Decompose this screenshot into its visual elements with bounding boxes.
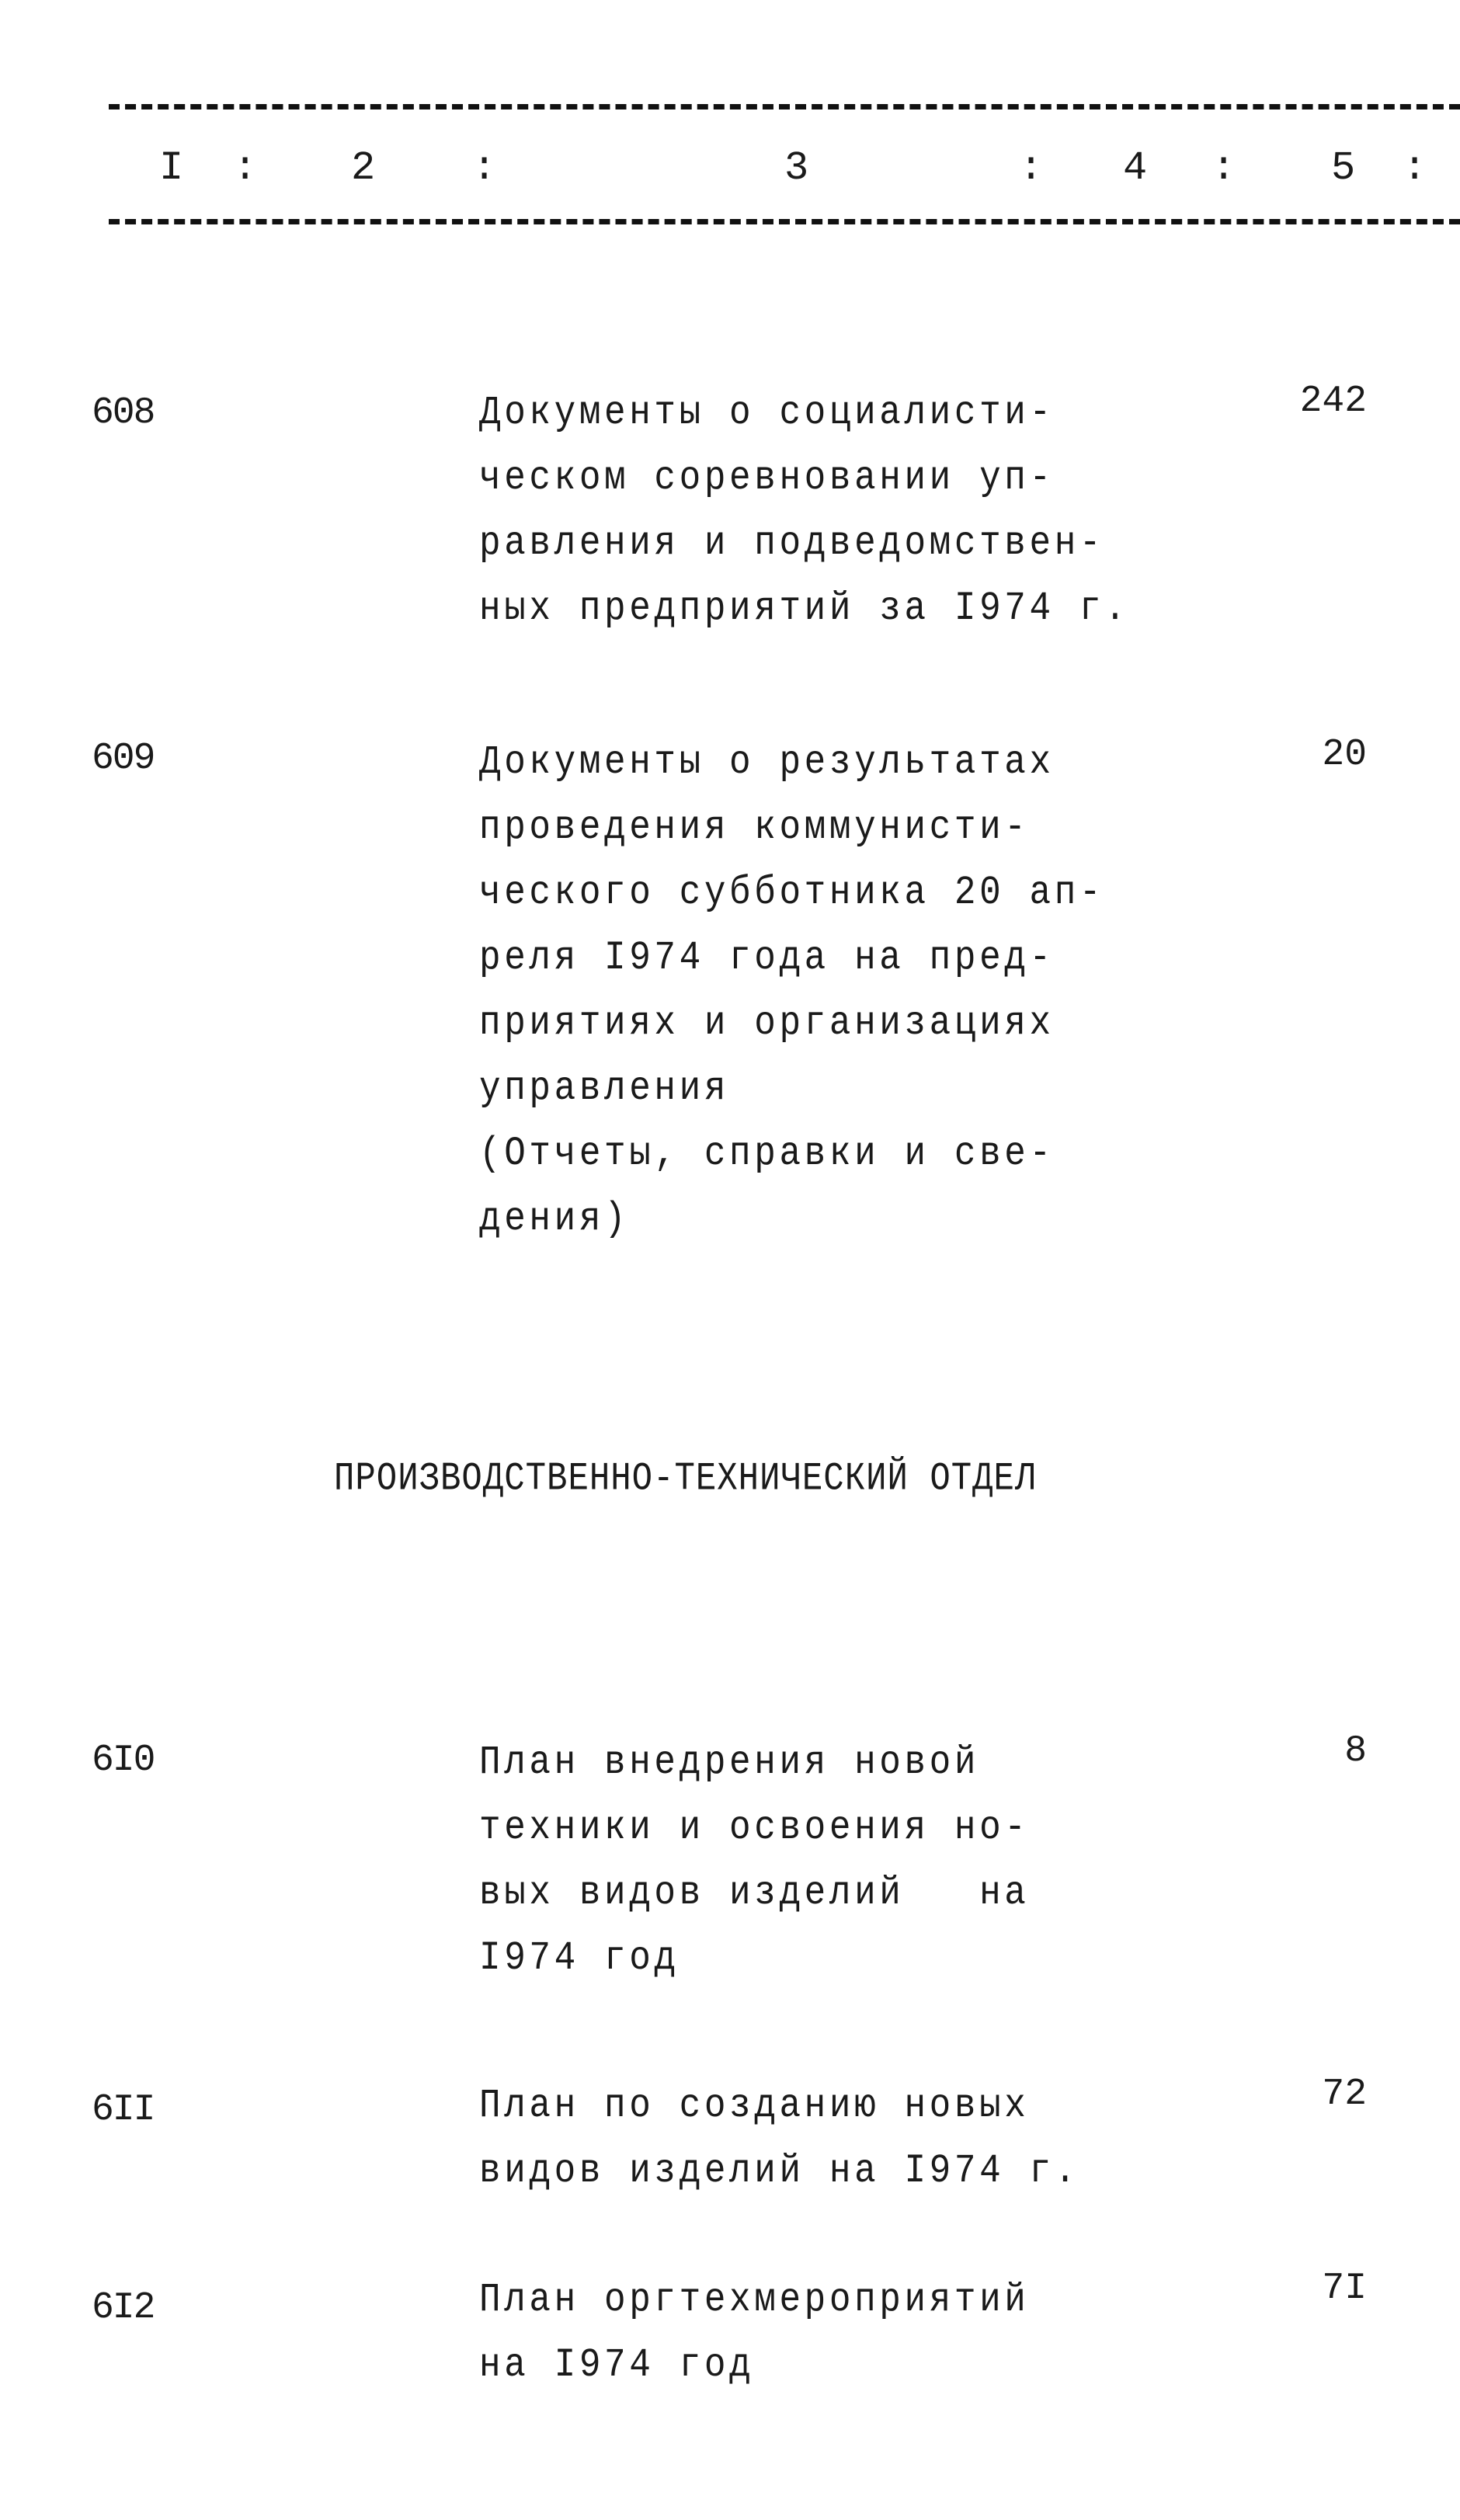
section-title: ПРОИЗВОДСТВЕННО-ТЕХНИЧЕСКИЙ ОТДЕЛ bbox=[334, 1457, 1037, 1502]
entry-number: 6I0 bbox=[92, 1740, 155, 1781]
entry-number: 6II bbox=[92, 2089, 155, 2131]
description-line: ных предприятий за I974 г. bbox=[479, 586, 1130, 631]
column-separator: : bbox=[1403, 145, 1427, 191]
description-line: управления bbox=[479, 1065, 730, 1111]
description-line: видов изделий на I974 г. bbox=[479, 2148, 1079, 2194]
column-header-2: 2 bbox=[351, 145, 376, 191]
description-line: на I974 год bbox=[479, 2342, 755, 2388]
entry-count: 72 bbox=[1322, 2073, 1367, 2115]
entry-description bbox=[479, 381, 1129, 641]
entry-number: 608 bbox=[92, 392, 155, 434]
description-line: Документы о результатах bbox=[479, 739, 1055, 785]
header-bottom-rule bbox=[109, 219, 1460, 224]
entry-count: 8 bbox=[1344, 1730, 1367, 1772]
column-separator: : bbox=[233, 145, 258, 191]
entry-description bbox=[479, 730, 1104, 1252]
column-separator: : bbox=[1019, 145, 1044, 191]
entry-description bbox=[479, 2268, 1030, 2398]
description-line: Документы о социалисти- bbox=[479, 390, 1055, 436]
header-top-rule bbox=[109, 104, 1460, 109]
description-line: I974 год bbox=[479, 1935, 680, 1981]
description-line: (Отчеты, справки и све- bbox=[479, 1131, 1055, 1177]
description-line: техники и освоения но- bbox=[479, 1805, 1030, 1851]
entry-number: 6I2 bbox=[92, 2287, 155, 2329]
column-separator: : bbox=[1211, 145, 1236, 191]
description-line: реля I974 года на пред- bbox=[479, 935, 1055, 981]
entry-description bbox=[479, 1730, 1030, 1991]
description-line: План по созданию новых bbox=[479, 2083, 1030, 2129]
description-line: ческого субботника 20 ап- bbox=[479, 870, 1105, 916]
entry-count: 242 bbox=[1299, 381, 1367, 422]
column-header-3: 3 bbox=[784, 145, 809, 191]
description-line: План оргтехмероприятий bbox=[479, 2277, 1030, 2323]
column-header-1: I bbox=[159, 145, 184, 191]
entry-description bbox=[479, 2073, 1079, 2204]
description-line: равления и подведомствен- bbox=[479, 520, 1105, 566]
column-header-5: 5 bbox=[1331, 145, 1356, 191]
entry-count: 20 bbox=[1322, 734, 1367, 776]
column-separator: : bbox=[472, 145, 497, 191]
entry-count: 7I bbox=[1322, 2268, 1367, 2310]
description-line: дения) bbox=[479, 1196, 630, 1242]
entry-number: 609 bbox=[92, 738, 155, 780]
description-line: вых видов изделий на bbox=[479, 1870, 1030, 1916]
description-line: проведения коммунисти- bbox=[479, 805, 1030, 850]
column-header-4: 4 bbox=[1123, 145, 1148, 191]
description-line: План внедрения новой bbox=[479, 1740, 980, 1785]
description-line: приятиях и организациях bbox=[479, 1000, 1055, 1046]
description-line: ческом соревновании уп- bbox=[479, 455, 1055, 501]
